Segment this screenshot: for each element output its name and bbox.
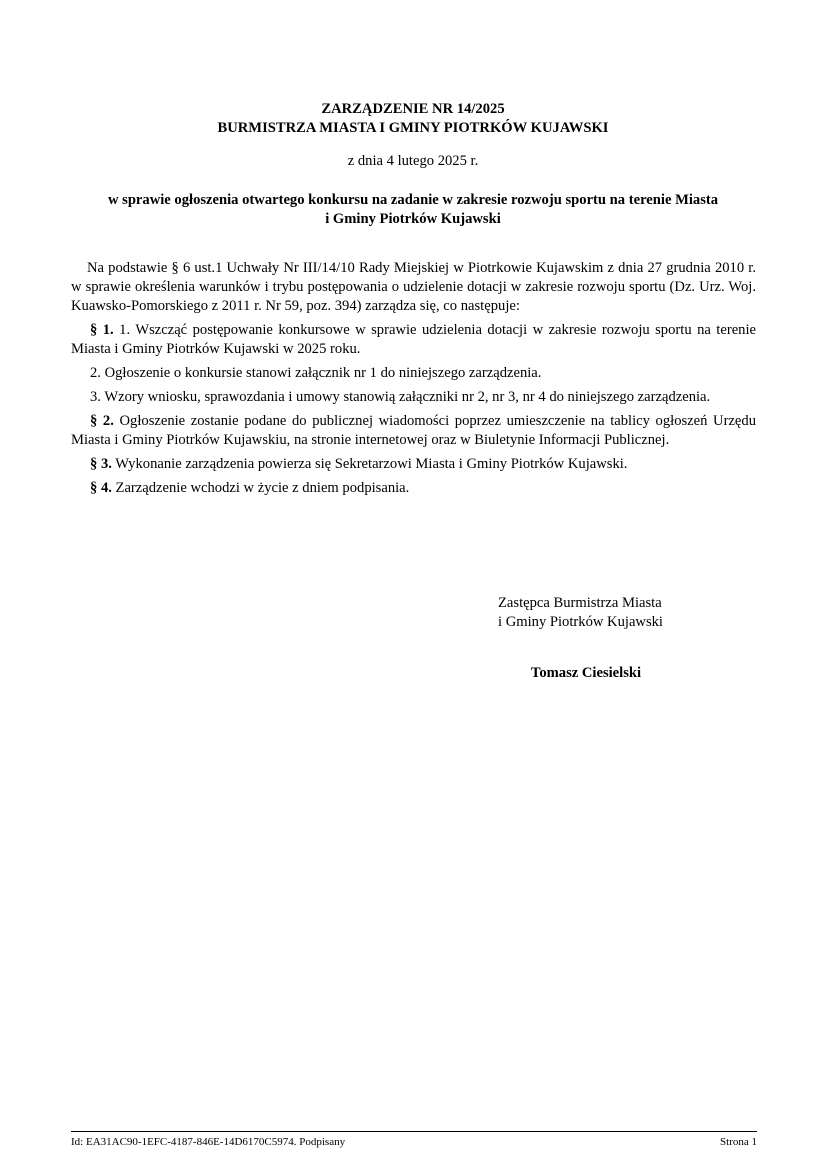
document-date: z dnia 4 lutego 2025 r. (347, 153, 479, 169)
section-3-label: § 3. (90, 456, 112, 472)
section-1-paragraph (71, 321, 756, 359)
signatory-role-line-2: i Gminy Piotrków Kujawski (498, 614, 663, 630)
signature-block (498, 594, 758, 632)
title-line-2: BURMISTRZA MIASTA I GMINY PIOTRKÓW KUJAWSKI (217, 120, 609, 136)
section-1-item-2: 2. Ogłoszenie o konkursie stanowi załącznik nr 1 do niniejszego zarządzenia. (90, 365, 542, 381)
section-3-paragraph (71, 455, 756, 474)
signatory-name: Tomasz Ciesielski (530, 665, 642, 681)
section-4-label: § 4. (90, 480, 112, 496)
signatory-role-line-1: Zastępca Burmistrza Miasta (498, 595, 662, 611)
section-3-text: Wykonanie zarządzenia powierza się Sekretarzowi Miasta i Gminy Piotrków Kujawski. (111, 456, 628, 472)
section-1-label: § 1. (90, 322, 114, 338)
section-2-paragraph (71, 412, 756, 450)
document-title (60, 100, 766, 138)
document-id: Id: EA31AC90-1EFC-4187-846E-14D6170C5974. Podpisany (71, 1136, 346, 1148)
section-1-item-3: 3. Wzory wniosku, sprawozdania i umowy stanowią załączniki nr 2, nr 3, nr 4 do niniejszego zarządzenia. (90, 389, 711, 405)
document-body (71, 259, 756, 503)
section-2-text: Ogłoszenie zostanie podane do publicznej wiadomości poprzez umieszczenie na tablicy ogłoszeń Urzędu Miasta i Gminy Piotrków Kujawskiu, na stronie internetowej oraz w Biuletynie Informacji Publicznej. (71, 413, 756, 448)
intro-paragraph: Na podstawie § 6 ust.1 Uchwały Nr III/14/10 Rady Miejskiej w Piotrkowie Kujawskim z dnia 27 grudnia 2010 r. w sprawie określenia warunków i trybu postępowania o udzielenie dotacji w zakresie rozwoju sportu (Dz. Urz. Woj. Kuawsko-Pomorskiego z 2011 r. Nr 59, poz. 394) zarządza się, co następuje: (71, 260, 756, 314)
section-4-text: Zarządzenie wchodzi w życie z dniem podpisania. (111, 480, 410, 496)
subject-line-1: w sprawie ogłoszenia otwartego konkursu na zadanie w zakresie rozwoju sportu na terenie Miasta (107, 192, 719, 208)
page-number: Strona 1 (720, 1136, 757, 1148)
section-2-label: § 2. (90, 413, 114, 429)
title-line-1: ZARZĄDZENIE NR 14/2025 (321, 101, 505, 117)
section-1-text: 1. Wszcząć postępowanie konkursowe w sprawie udzielenia dotacji w zakresie rozwoju sportu na terenie Miasta i Gminy Piotrków Kujawski w 2025 roku. (71, 322, 757, 357)
document-subject (80, 191, 746, 229)
footer-divider (71, 1131, 757, 1132)
section-4-paragraph (71, 479, 756, 498)
subject-line-2: i Gminy Piotrków Kujawski (325, 211, 501, 227)
